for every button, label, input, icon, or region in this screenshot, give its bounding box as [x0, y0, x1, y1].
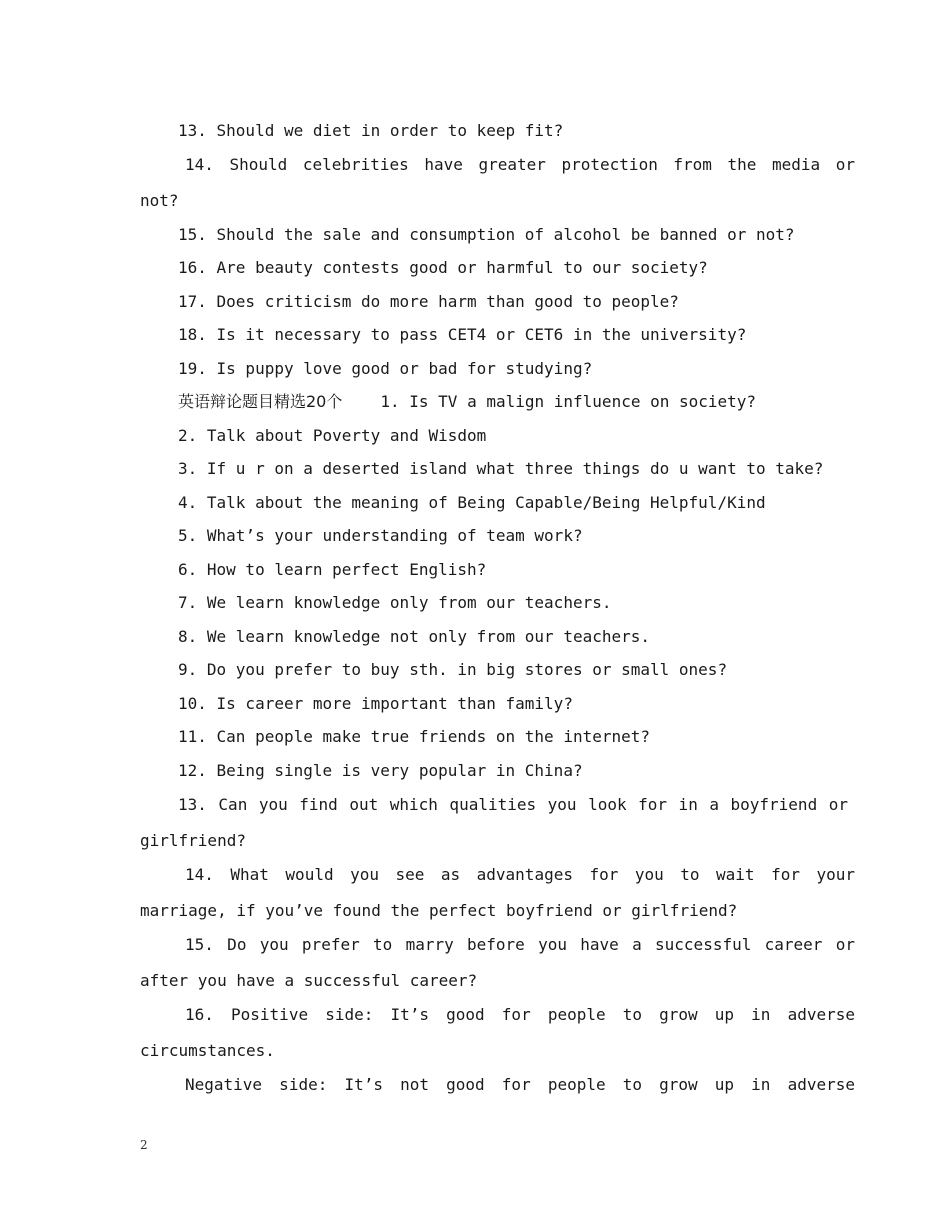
text-line: 10. Is career more important than family?: [178, 694, 573, 713]
text-line: 8. We learn knowledge not only from our teachers.: [178, 627, 651, 646]
page-number: 2: [140, 1138, 148, 1152]
text-line: circumstances.: [140, 1041, 275, 1060]
text-line: 1. Is TV a malign influence on society?: [380, 392, 757, 411]
text-line: marriage, if you’ve found the perfect boyfriend or girlfriend?: [140, 901, 738, 920]
text-line: 16. Positive side: It’s good for people to grow up in adverse: [185, 1005, 855, 1024]
text-line: 11. Can people make true friends on the internet?: [178, 727, 651, 746]
text-line: not?: [140, 191, 179, 210]
text-line: 17. Does criticism do more harm than good to people?: [178, 292, 679, 311]
section-heading: 英语辩论题目精选20个: [178, 392, 343, 411]
text-line: girlfriend?: [140, 831, 246, 850]
text-line: 16. Are beauty contests good or harmful to our society?: [178, 258, 708, 277]
text-line: 13. Can you find out which qualities you look for in a boyfriend or: [178, 795, 848, 814]
text-line: 4. Talk about the meaning of Being Capable/Being Helpful/Kind: [178, 493, 766, 512]
text-line: 6. How to learn perfect English?: [178, 560, 487, 579]
text-line: 19. Is puppy love good or bad for studying?: [178, 359, 593, 378]
text-line: 14. What would you see as advantages for you to wait for your: [185, 865, 855, 884]
text-line: 15. Do you prefer to marry before you have a successful career or: [185, 935, 855, 954]
text-line: 3. If u r on a deserted island what three things do u want to take?: [178, 459, 824, 478]
text-line: 9. Do you prefer to buy sth. in big stores or small ones?: [178, 660, 728, 679]
text-line: 2. Talk about Poverty and Wisdom: [178, 426, 487, 445]
text-line: 14. Should celebrities have greater protection from the media or: [185, 155, 855, 174]
text-line: Negative side: It’s not good for people to grow up in adverse: [185, 1075, 855, 1094]
text-line: after you have a successful career?: [140, 971, 478, 990]
text-line: 12. Being single is very popular in China?: [178, 761, 583, 780]
text-line: 7. We learn knowledge only from our teachers.: [178, 593, 612, 612]
text-line: 13. Should we diet in order to keep fit?: [178, 121, 564, 140]
text-line: 5. What’s your understanding of team work?: [178, 526, 583, 545]
text-line: 15. Should the sale and consumption of alcohol be banned or not?: [178, 225, 795, 244]
section-heading-line: [140, 392, 848, 412]
text-line: 18. Is it necessary to pass CET4 or CET6 in the university?: [178, 325, 747, 344]
